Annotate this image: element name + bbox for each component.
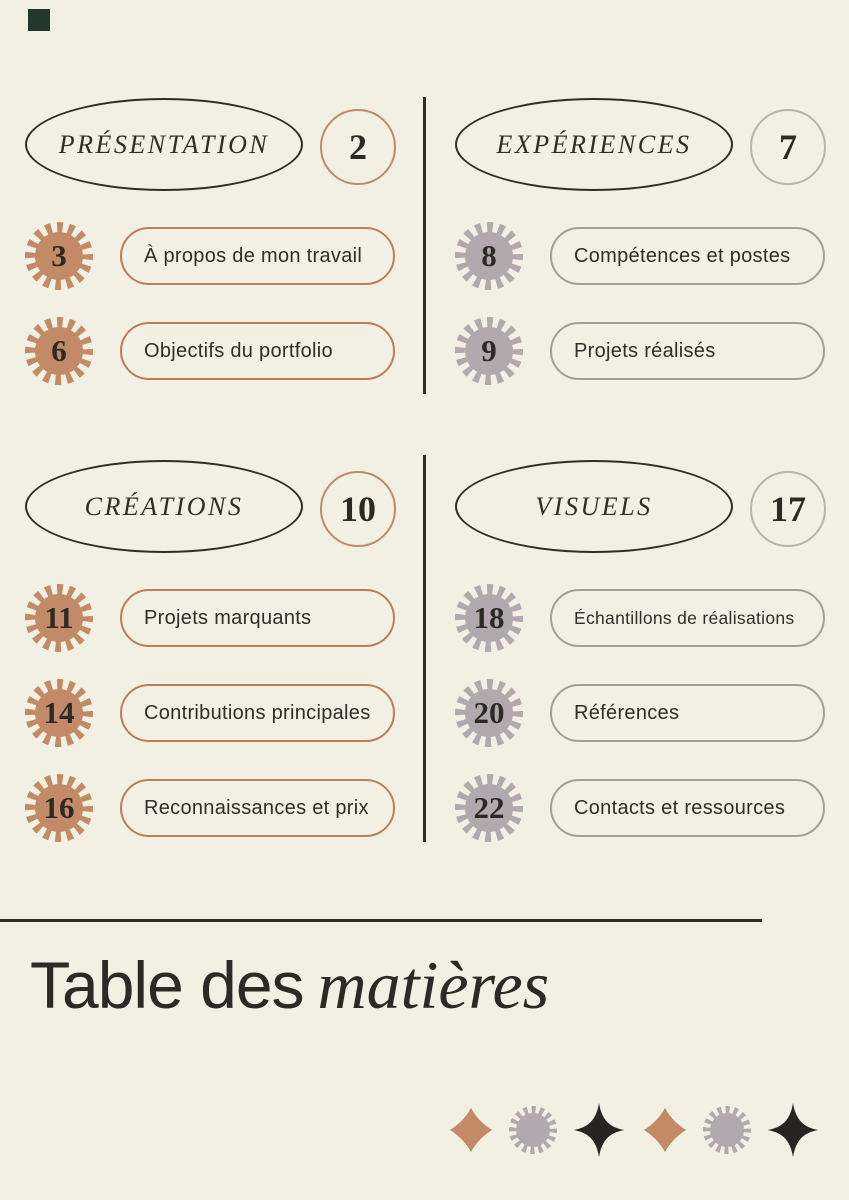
decorative-shapes-row: [448, 1100, 820, 1160]
section-title: PRÉSENTATION: [58, 129, 270, 159]
title-rule: [0, 919, 762, 922]
item-page-number: 20: [473, 695, 505, 730]
toc-entry-pill[interactable]: [550, 322, 825, 380]
gear-page-badge: [455, 679, 523, 747]
gear-icon: [509, 1106, 557, 1154]
toc-row: [455, 584, 825, 652]
section-page-badge: 2: [320, 109, 396, 185]
section-title-oval[interactable]: [455, 460, 733, 553]
item-page-number: 11: [44, 600, 74, 635]
item-page-number: 8: [481, 238, 497, 273]
section-header: [455, 460, 835, 553]
section-header: [25, 460, 405, 553]
section-presentation: [25, 98, 405, 368]
item-page-number: 22: [473, 790, 505, 825]
item-page-number: 16: [43, 790, 75, 825]
toc-entry-pill[interactable]: [550, 684, 825, 742]
toc-entry-pill[interactable]: [120, 684, 395, 742]
section-header: [455, 98, 835, 191]
gear-page-badge: [25, 584, 93, 652]
column-divider-bottom: [423, 455, 426, 842]
diamond-icon: [642, 1105, 688, 1155]
toc-entry-label: Projets réalisés: [574, 339, 716, 362]
section-page-badge: 10: [320, 471, 396, 547]
toc-entry-pill[interactable]: [550, 227, 825, 285]
page-title: [30, 946, 549, 1025]
gear-page-badge: [455, 584, 523, 652]
column-divider-top: [423, 97, 426, 394]
section-title-oval[interactable]: [455, 98, 733, 191]
section-title-oval[interactable]: [25, 98, 303, 191]
logo-square: [28, 9, 50, 31]
toc-entry-pill[interactable]: [120, 322, 395, 380]
toc-row: [455, 222, 825, 290]
toc-row: [25, 774, 395, 842]
toc-entry-label: Projets marquants: [144, 606, 312, 629]
toc-entry-pill[interactable]: [120, 589, 395, 647]
gear-page-badge: [25, 317, 93, 385]
section-page-badge: 7: [750, 109, 826, 185]
toc-entry-label: Échantillons de réalisations: [574, 607, 795, 628]
section-title-oval[interactable]: [25, 460, 303, 553]
item-page-number: 18: [473, 600, 505, 635]
item-page-number: 6: [51, 333, 67, 368]
toc-row: [455, 317, 825, 385]
toc-row: [455, 774, 825, 842]
gear-page-badge: [455, 774, 523, 842]
toc-entry-label: Reconnaissances et prix: [144, 796, 369, 819]
item-page-number: 14: [43, 695, 75, 730]
toc-row: [25, 679, 395, 747]
item-page-number: 9: [481, 333, 497, 368]
toc-entry-pill[interactable]: [550, 779, 825, 837]
toc-row: [25, 222, 395, 290]
section-page-badge: 17: [750, 471, 826, 547]
gear-page-badge: [25, 774, 93, 842]
gear-page-badge: [455, 222, 523, 290]
diamond-icon: [448, 1105, 494, 1155]
page-title-italic: matières: [317, 947, 550, 1023]
sparkle-icon: [766, 1101, 820, 1159]
gear-page-badge: [455, 317, 523, 385]
section-title: EXPÉRIENCES: [496, 129, 692, 159]
section-experiences: [455, 98, 835, 368]
section-header: [25, 98, 405, 191]
toc-entry-label: Compétences et postes: [574, 244, 791, 267]
toc-entry-pill[interactable]: [120, 227, 395, 285]
gear-icon: [703, 1106, 751, 1154]
toc-entry-pill[interactable]: [120, 779, 395, 837]
toc-entry-label: Références: [574, 701, 680, 724]
gear-page-badge: [25, 222, 93, 290]
toc-entry-label: Contributions principales: [144, 701, 371, 724]
section-visuels: [455, 460, 835, 825]
toc-row: [25, 584, 395, 652]
toc-row: [25, 317, 395, 385]
gear-page-badge: [25, 679, 93, 747]
section-title: CRÉATIONS: [84, 491, 244, 521]
toc-entry-label: Contacts et ressources: [574, 796, 786, 819]
toc-entry-label: À propos de mon travail: [144, 244, 363, 267]
sparkle-icon: [572, 1101, 626, 1159]
toc-entry-label: Objectifs du portfolio: [144, 339, 333, 362]
section-title: VISUELS: [535, 491, 653, 521]
page-title-regular: Table des: [30, 948, 304, 1022]
section-creations: [25, 460, 405, 825]
toc-entry-pill[interactable]: [550, 589, 825, 647]
toc-row: [455, 679, 825, 747]
item-page-number: 3: [51, 238, 67, 273]
